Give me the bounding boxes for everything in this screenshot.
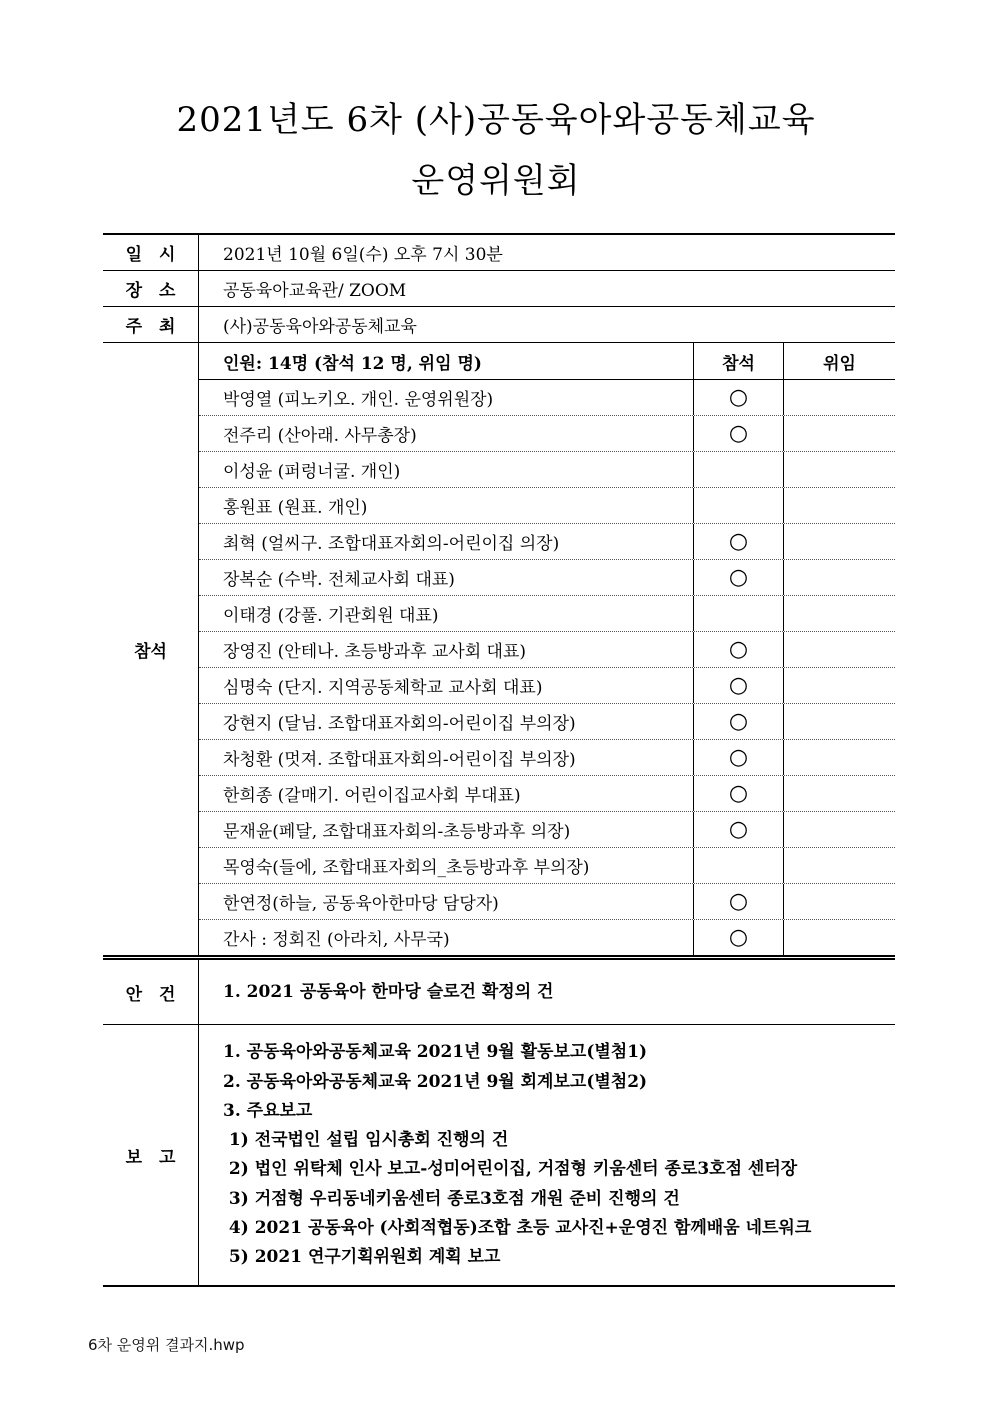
attendance-row (199, 667, 895, 703)
info-row (103, 307, 895, 343)
attendance-row (199, 631, 895, 667)
attend-circle-mark: ○ (728, 420, 749, 446)
attend-mark-cell (693, 452, 783, 487)
info-row-value: 공동육아교육관/ ZOOM (223, 281, 407, 302)
attend-mark-cell (693, 704, 783, 739)
info-row-label: 주 최 (103, 307, 199, 342)
attend-circle-mark: ○ (728, 636, 749, 662)
page-title (0, 0, 992, 212)
attend-circle-mark: ○ (728, 780, 749, 806)
attendee-name: 최혁 (얼씨구. 조합대표자회의-어린이집 의장) (223, 534, 560, 555)
attend-circle-mark: ○ (728, 924, 749, 950)
attend-circle-mark: ○ (728, 816, 749, 842)
page-title-line1: 2021년도 6차 (사)공동육아와공동체교육 (176, 100, 816, 140)
attend-circle-mark: ○ (728, 564, 749, 590)
attendance-section-label: 참석 (103, 343, 199, 955)
info-rows (103, 235, 895, 343)
proxy-mark-cell (783, 740, 895, 775)
proxy-mark-cell (783, 668, 895, 703)
attend-mark-cell (693, 884, 783, 919)
attendance-header-row (199, 343, 895, 380)
proxy-mark-cell (783, 452, 895, 487)
attendee-name: 홍원표 (원표. 개인) (223, 498, 368, 519)
attendance-row (199, 415, 895, 451)
proxy-mark-cell (783, 524, 895, 559)
info-row (103, 235, 895, 271)
proxy-mark-cell (783, 884, 895, 919)
attend-mark-cell (693, 488, 783, 523)
attend-circle-mark: ○ (728, 672, 749, 698)
info-row-label: 일 시 (103, 235, 199, 270)
attend-mark-cell (693, 560, 783, 595)
attendee-name: 차청환 (멋져. 조합대표자회의-어린이집 부의장) (223, 750, 576, 771)
info-row-value: (사)공동육아와공동체교육 (223, 317, 417, 338)
attendance-row (199, 380, 895, 415)
proxy-mark-cell (783, 596, 895, 631)
attend-circle-mark: ○ (728, 744, 749, 770)
report-item: 2) 법인 위탁체 인사 보고-성미어린이집, 거점형 키움센터 종로3호점 센터장 (223, 1159, 798, 1180)
attendance-section (103, 343, 895, 960)
report-label: 보 고 (103, 1025, 199, 1285)
attendance-row (199, 775, 895, 811)
attend-mark-cell (693, 848, 783, 883)
agenda-item: 1. 2021 공동육아 한마당 슬로건 확정의 건 (223, 981, 554, 1002)
attendance-row (199, 919, 895, 955)
attendance-summary: 인원: 14명 (참석 12 명, 위임 명) (223, 353, 482, 374)
meeting-table (103, 233, 895, 1287)
proxy-mark-cell (783, 920, 895, 955)
attendance-row (199, 595, 895, 631)
attendance-row (199, 811, 895, 847)
attendance-col-attend: 참석 (693, 343, 783, 379)
attendee-name: 한희종 (갈매기. 어린이집교사회 부대표) (223, 786, 521, 807)
report-item: 5) 2021 연구기획위원회 계획 보고 (223, 1247, 501, 1268)
attend-mark-cell (693, 812, 783, 847)
attendee-name: 문재윤(페달, 조합대표자회의-초등방과후 의장) (223, 822, 571, 843)
attendance-table (199, 343, 895, 955)
attendee-name: 장영진 (안테나. 초등방과후 교사회 대표) (223, 642, 527, 663)
proxy-mark-cell (783, 776, 895, 811)
info-row-label: 장 소 (103, 271, 199, 306)
attend-mark-cell (693, 380, 783, 415)
attend-circle-mark: ○ (728, 528, 749, 554)
agenda-section (103, 960, 895, 1025)
attendance-row (199, 739, 895, 775)
proxy-mark-cell (783, 380, 895, 415)
attendance-col-proxy: 위임 (783, 343, 895, 379)
attend-mark-cell (693, 920, 783, 955)
attendee-name: 강현지 (달님. 조합대표자회의-어린이집 부의장) (223, 714, 576, 735)
attend-circle-mark: ○ (728, 888, 749, 914)
attend-mark-cell (693, 596, 783, 631)
report-item: 3. 주요보고 (223, 1100, 313, 1121)
page-title-line2: 운영위원회 (411, 161, 581, 202)
attendance-row (199, 451, 895, 487)
attendee-name: 이태경 (강풀. 기관회원 대표) (223, 606, 439, 627)
attend-mark-cell (693, 524, 783, 559)
attend-mark-cell (693, 776, 783, 811)
info-row-value: 2021년 10월 6일(수) 오후 7시 30분 (223, 245, 503, 266)
proxy-mark-cell (783, 704, 895, 739)
attend-mark-cell (693, 668, 783, 703)
proxy-mark-cell (783, 416, 895, 451)
attendance-row (199, 847, 895, 883)
attend-circle-mark: ○ (728, 384, 749, 410)
document-filename: 6차 운영위 결과지.hwp (88, 1336, 245, 1354)
attendee-name: 전주리 (산아래. 사무총장) (223, 426, 417, 447)
proxy-mark-cell (783, 812, 895, 847)
attendee-name: 심명숙 (단지. 지역공동체학교 교사회 대표) (223, 678, 543, 699)
attendance-row (199, 883, 895, 919)
attend-mark-cell (693, 632, 783, 667)
attendee-name: 이성윤 (퍼렁너굴. 개인) (223, 462, 401, 483)
attend-circle-mark: ○ (728, 708, 749, 734)
report-item: 1. 공동육아와공동체교육 2021년 9월 활동보고(별첨1) (223, 1042, 648, 1063)
attendance-rows (199, 380, 895, 955)
attendance-row (199, 703, 895, 739)
proxy-mark-cell (783, 632, 895, 667)
report-item: 3) 거점형 우리동네키움센터 종로3호점 개원 준비 진행의 건 (223, 1188, 680, 1209)
attendee-name: 박영열 (피노키오. 개인. 운영위원장) (223, 390, 494, 411)
attendance-row (199, 523, 895, 559)
report-item: 4) 2021 공동육아 (사회적협동)조합 초등 교사진+운영진 함께배움 네트워크 (223, 1217, 812, 1238)
attend-mark-cell (693, 416, 783, 451)
proxy-mark-cell (783, 488, 895, 523)
info-row (103, 271, 895, 307)
report-section (103, 1025, 895, 1285)
attendance-row (199, 487, 895, 523)
attendee-name: 한연정(하늘, 공동육아한마당 담당자) (223, 894, 499, 915)
agenda-items (199, 960, 895, 1024)
attendee-name: 목영숙(들에, 조합대표자회의_초등방과후 부의장) (223, 858, 590, 879)
report-item: 2. 공동육아와공동체교육 2021년 9월 회계보고(별첨2) (223, 1071, 648, 1092)
agenda-label: 안 건 (103, 960, 199, 1024)
attendance-row (199, 559, 895, 595)
proxy-mark-cell (783, 560, 895, 595)
attendee-name: 간사 : 정회진 (아라치, 사무국) (223, 930, 450, 951)
proxy-mark-cell (783, 848, 895, 883)
attend-mark-cell (693, 740, 783, 775)
attendee-name: 장복순 (수박. 전체교사회 대표) (223, 570, 455, 591)
report-item: 1) 전국법인 설립 임시총회 진행의 건 (223, 1130, 509, 1151)
report-items (199, 1025, 895, 1285)
